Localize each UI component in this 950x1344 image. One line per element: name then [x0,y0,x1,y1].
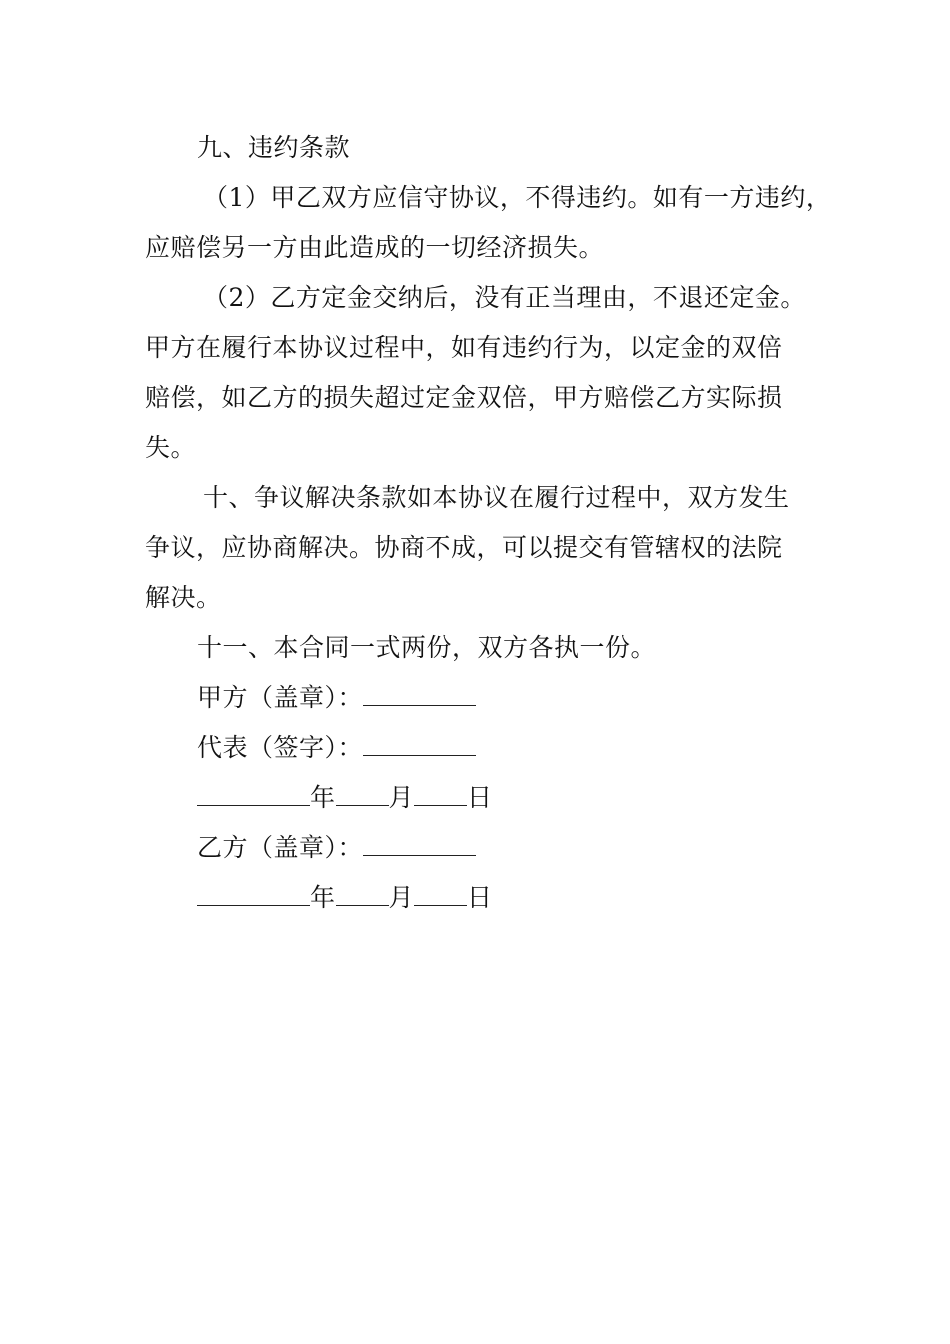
section-11: 十一、本合同一式两份，双方各执一份。 [197,633,657,662]
clause-1-line-2: 应赔偿另一方由此造成的一切经济损失。 [145,233,605,262]
day-blank [414,783,467,806]
section-10-line-1: 十、争议解决条款如本协议在履行过程中，双方发生 [203,483,790,512]
month-blank [336,783,389,806]
year-label: 年 [310,783,336,812]
clause-2-line-3: 赔偿，如乙方的损失超过定金双倍，甲方赔偿乙方实际损 [145,383,783,412]
party-b-seal-blank [363,833,476,856]
section-9-title: 九、违约条款 [197,133,351,162]
party-b-seal-row [197,833,476,863]
representative-sign-label: 代表（签字）： [197,733,364,762]
clause-2-line-2: 甲方在履行本协议过程中，如有违约行为，以定金的双倍 [145,333,783,362]
month-label: 月 [388,883,415,912]
year-blank [197,883,310,906]
representative-sign-row [197,733,476,763]
day-label: 日 [467,783,493,812]
party-a-seal-label: 甲方（盖章）： [197,683,364,712]
party-a-seal-row [197,683,476,713]
month-label: 月 [388,783,415,812]
party-b-seal-label: 乙方（盖章）： [197,833,364,862]
day-label: 日 [467,883,493,912]
year-blank [197,783,310,806]
day-blank [414,883,467,906]
month-blank [336,883,389,906]
clause-2-line-4: 失。 [145,433,197,462]
clause-1-line-1: （1）甲乙双方应信守协议，不得违约。如有一方违约， [203,183,832,212]
date-row-b [197,883,493,913]
section-10-line-3: 解决。 [145,583,222,612]
clause-2-line-1: （2）乙方定金交纳后，没有正当理由，不退还定金。 [203,283,806,312]
year-label: 年 [310,883,336,912]
representative-sign-blank [363,733,476,756]
date-row-a [197,783,493,813]
party-a-seal-blank [363,683,476,706]
section-10-line-2: 争议，应协商解决。协商不成，可以提交有管辖权的法院 [145,533,783,562]
